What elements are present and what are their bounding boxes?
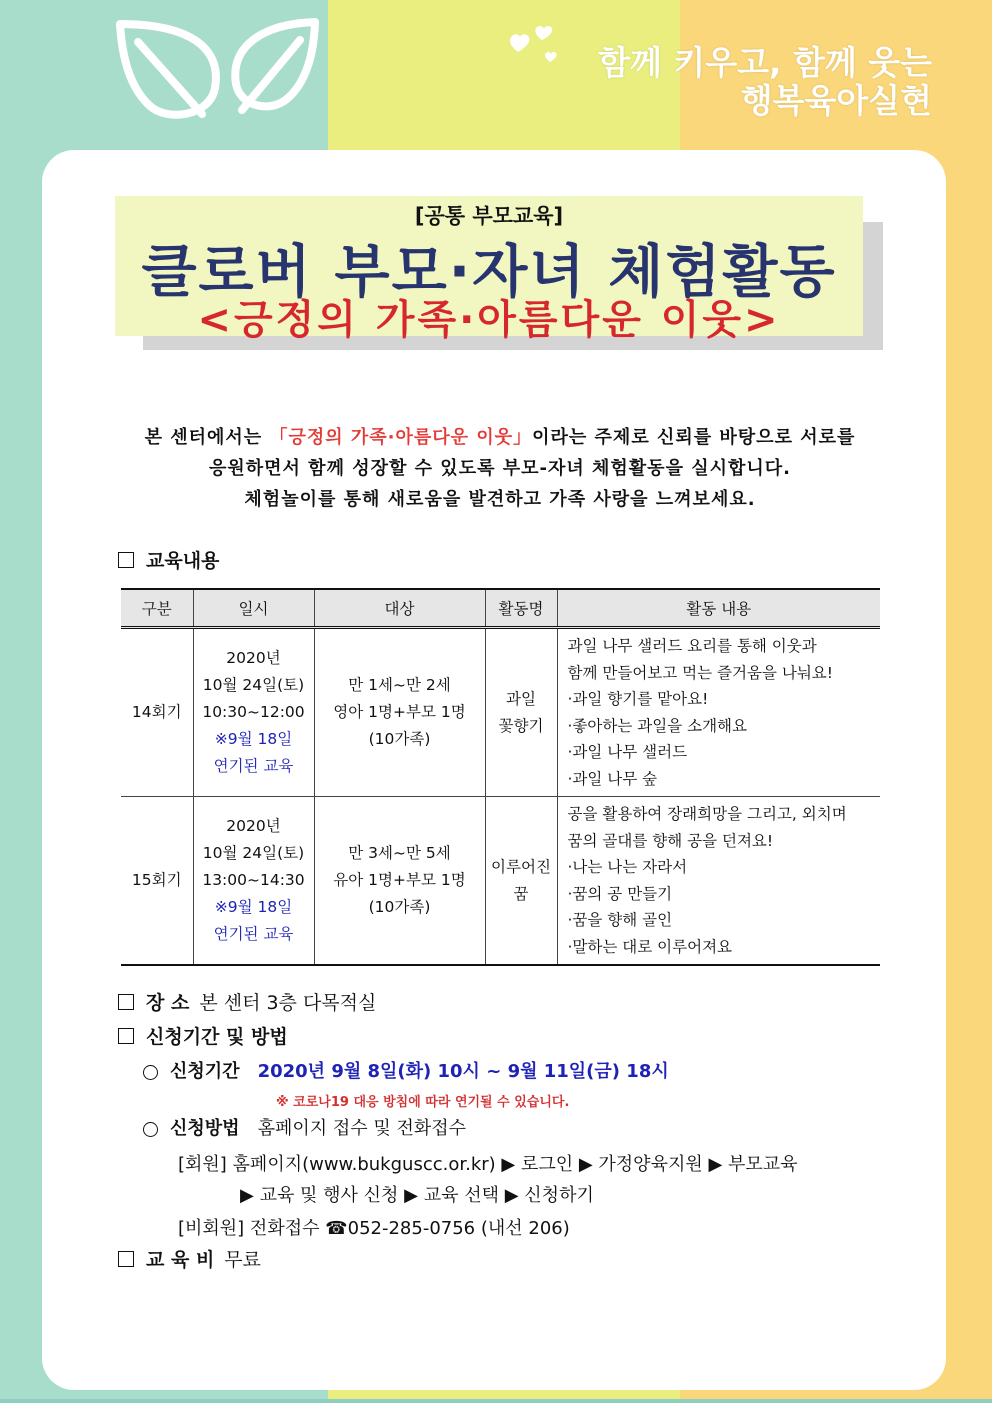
- slogan: [598, 44, 932, 120]
- checkbox-square-icon: [118, 1251, 134, 1267]
- slogan-line-2: 행복육아실현: [740, 81, 932, 120]
- period-label: 신청기간: [170, 1061, 240, 1082]
- activity-line: ·과일 나무 숲: [567, 769, 658, 788]
- date-year: 2020년: [226, 817, 281, 835]
- activity-line: 공을 활용하여 장래희망을 그리고, 외치며: [567, 805, 847, 823]
- date-cell: [193, 628, 314, 797]
- section-content-label: 교육내용: [146, 550, 220, 572]
- fee-value: 무료: [224, 1249, 262, 1271]
- section-place: [118, 988, 376, 1015]
- activity-line: ·좋아하는 과일을 소개해요: [567, 716, 747, 735]
- bottom-border: [0, 1399, 992, 1403]
- period-note: ※ 코로나19 대응 방침에 따라 연기될 수 있습니다.: [276, 1095, 570, 1110]
- date-day: 10월 24일(토): [202, 844, 305, 862]
- activity-content-cell: [557, 797, 880, 966]
- activity-line: 과일 나무 샐러드 요리를 통해 이웃과: [567, 637, 817, 655]
- checkbox-square-icon: [118, 552, 134, 568]
- section-content-heading: [118, 546, 219, 573]
- checkbox-square-icon: [118, 994, 134, 1010]
- session-cell: 14회기: [121, 628, 193, 797]
- apply-period-row: [143, 1057, 669, 1083]
- member-method-line: [회원] 홈페이지(www.bukguscc.or.kr) ▶ 로그인 ▶ 가정양육지원 ▶ 부모교육: [178, 1154, 798, 1175]
- date-year: 2020년: [226, 649, 281, 667]
- table-header: 일시: [193, 589, 314, 628]
- activity-name-cell: [485, 797, 557, 966]
- activity-name: 꽃향기: [498, 716, 544, 735]
- postponed-note: ※9월 18일: [214, 898, 293, 916]
- target-cell: [314, 628, 485, 797]
- activity-name: 이루어진: [491, 857, 551, 876]
- intro-paragraph: [100, 422, 900, 515]
- title-theme: <긍정의 가족·아름다운 이웃>: [197, 297, 781, 343]
- activity-line: 꿈의 골대를 향해 공을 던져요!: [567, 831, 774, 850]
- table-row: [121, 628, 880, 797]
- activity-line: ·말하는 대로 이루어져요: [567, 937, 733, 956]
- intro-line-1: [100, 422, 900, 453]
- nonmember-method-line: [비회원] 전화접수 ☎052-285-0756 (내선 206): [178, 1218, 570, 1239]
- fee-label: 교 육 비: [146, 1249, 215, 1271]
- apply-label: 신청기간 및 방법: [146, 1026, 288, 1048]
- title-box: [115, 196, 863, 343]
- checkbox-square-icon: [118, 1028, 134, 1044]
- education-table: [121, 588, 880, 966]
- target-people: 영아 1명+부모 1명: [333, 703, 466, 721]
- target-families: (10가족): [368, 730, 431, 748]
- place-value: 본 센터 3층 다목적실: [199, 992, 377, 1014]
- date-time: 13:00~14:30: [202, 871, 305, 889]
- postponed-note: ※9월 18일: [214, 730, 293, 748]
- target-families: (10가족): [368, 898, 431, 916]
- slogan-line-1: 함께 키우고, 함께 웃는: [598, 43, 932, 82]
- title-category: [공통 부모교육]: [414, 204, 564, 228]
- table-header: 활동명: [485, 589, 557, 628]
- activity-content-cell: [557, 628, 880, 797]
- postponed-note: 연기된 교육: [213, 925, 294, 943]
- date-time: 10:30~12:00: [202, 703, 305, 721]
- intro-line-3: 체험놀이를 통해 새로움을 발견하고 가족 사랑을 느껴보세요.: [244, 489, 756, 510]
- circle-bullet-icon: [143, 1122, 158, 1137]
- target-cell: [314, 797, 485, 966]
- intro-line-1-rest: 이라는 주제로 신뢰를 바탕으로 서로를: [532, 427, 856, 448]
- target-age: 만 3세~만 5세: [348, 844, 451, 862]
- period-value: 2020년 9월 8일(화) 10시 ~ 9월 11일(금) 18시: [257, 1061, 669, 1082]
- activity-line: ·꿈을 향해 골인: [567, 911, 673, 929]
- apply-method-row: [143, 1114, 466, 1140]
- activity-line: ·꿈의 공 만들기: [567, 884, 673, 903]
- hearts-icon: [506, 24, 562, 66]
- activity-line: ·과일 향기를 맡아요!: [567, 690, 709, 708]
- activity-name: 과일: [506, 689, 536, 708]
- postponed-note: 연기된 교육: [213, 757, 294, 775]
- date-day: 10월 24일(토): [202, 676, 305, 694]
- table-header-row: [121, 589, 880, 628]
- member-method-line-2: ▶ 교육 및 행사 신청 ▶ 교육 선택 ▶ 신청하기: [240, 1185, 594, 1206]
- intro-prefix: 본 센터에서는: [144, 427, 270, 448]
- section-apply: [118, 1022, 288, 1049]
- page-title: 클로버 부모·자녀 체험활동: [141, 239, 837, 305]
- activity-line: ·과일 나무 샐러드: [567, 743, 688, 761]
- circle-bullet-icon: [143, 1065, 158, 1080]
- intro-line-2: 응원하면서 함께 성장할 수 있도록 부모-자녀 체험활동을 실시합니다.: [208, 458, 792, 479]
- date-cell: [193, 797, 314, 966]
- target-people: 유아 1명+부모 1명: [333, 871, 466, 889]
- session-cell: 15회기: [121, 797, 193, 966]
- intro-highlight: 「긍정의 가족·아름다운 이웃」: [269, 427, 533, 448]
- target-age: 만 1세~만 2세: [348, 676, 451, 694]
- activity-line: 함께 만들어보고 먹는 즐거움을 나눠요!: [567, 663, 833, 682]
- place-label: 장 소: [146, 992, 190, 1014]
- table-header: 구분: [121, 589, 193, 628]
- table-row: [121, 797, 880, 966]
- method-value: 홈페이지 접수 및 전화접수: [257, 1118, 466, 1139]
- section-fee: [118, 1245, 261, 1272]
- table-header: 활동 내용: [557, 589, 880, 628]
- activity-name: 꿈: [513, 884, 529, 903]
- leaf-icon: [110, 18, 330, 128]
- method-label: 신청방법: [170, 1118, 240, 1139]
- activity-line: ·나는 나는 자라서: [567, 858, 688, 876]
- activity-name-cell: [485, 628, 557, 797]
- table-header: 대상: [314, 589, 485, 628]
